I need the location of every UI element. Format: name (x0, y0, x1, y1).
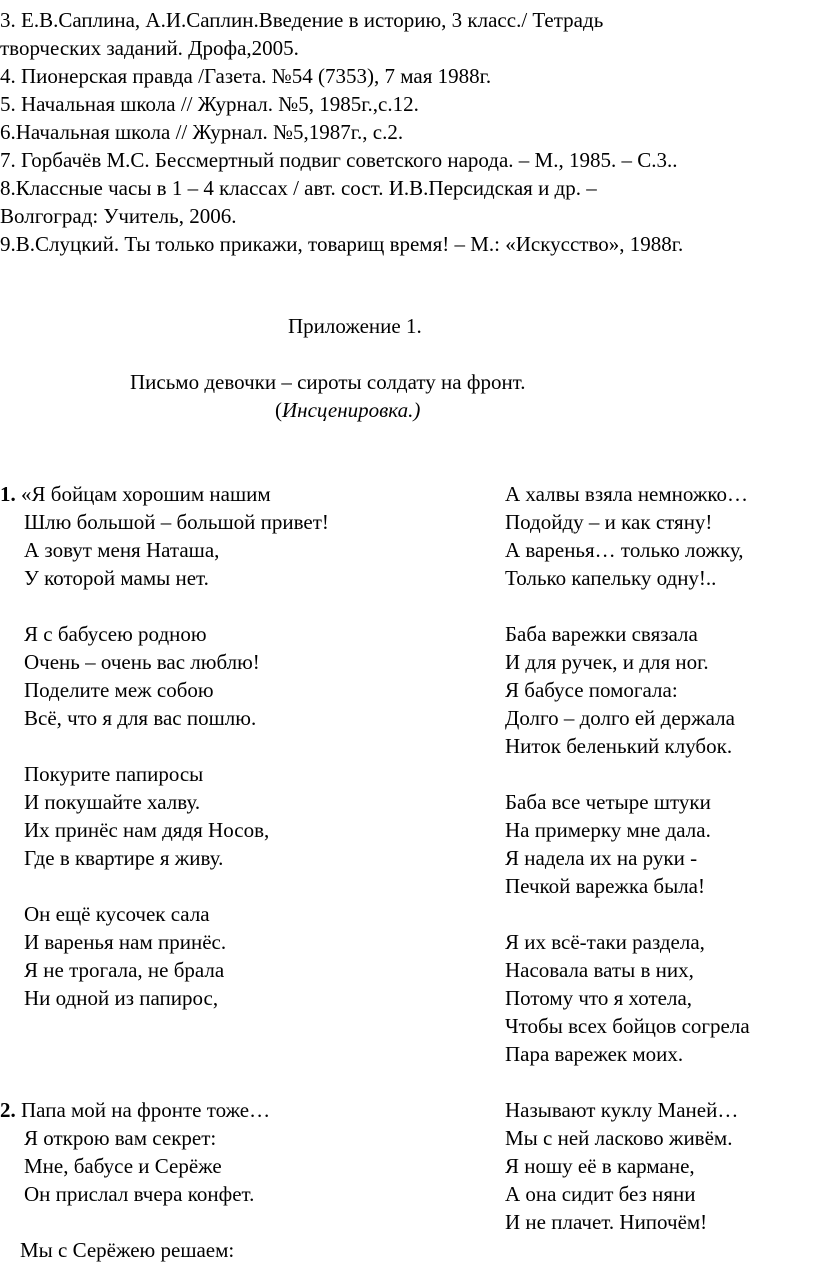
poem-line: Покурите папиросы (24, 762, 204, 786)
poem-line: Шлю большой – большой привет! (24, 510, 329, 534)
poem-line: На примерку мне дала. (505, 818, 711, 842)
poem-line: Я бабусе помогала: (505, 678, 678, 702)
poem-line: Я ношу её в кармане, (505, 1154, 695, 1178)
poem-line: Мы с ней ласково живём. (505, 1126, 733, 1150)
stanza-number: 1. (0, 482, 16, 506)
poem-line: Он прислал вчера конфет. (24, 1182, 255, 1206)
poem-line: Всё, что я для вас пошлю. (24, 706, 257, 730)
poem-line: А она сидит без няни (505, 1182, 696, 1206)
letter-title: Письмо девочки – сироты солдату на фронт. (130, 370, 526, 394)
reference-item: 4. Пионерская правда /Газета. №54 (7353), 7 мая 1988г. (0, 64, 492, 88)
letter-subtitle (275, 396, 420, 424)
poem-line: А варенья… только ложку, (505, 538, 744, 562)
poem-line: И для ручек, и для ног. (505, 650, 709, 674)
reference-item: 3. Е.В.Саплина, А.И.Саплин.Введение в историю, 3 класс./ Тетрадь (0, 8, 604, 32)
letter-subtitle-italic: Инсценировка.) (282, 398, 421, 422)
poem-line: Называют куклу Маней… (505, 1098, 739, 1122)
poem-line-text: «Я бойцам хорошим нашим (15, 482, 271, 506)
references-list (0, 6, 816, 258)
poem-line: И варенья нам принёс. (24, 930, 227, 954)
poem-line: Баба все четыре штуки (505, 790, 711, 814)
poem-line: Потому что я хотела, (505, 986, 693, 1010)
poem-line: Долго – долго ей держала (505, 706, 735, 730)
poem-line: Только капельку одну!.. (505, 566, 717, 590)
poem-line: Я открою вам секрет: (24, 1126, 217, 1150)
reference-item: 5. Начальная школа // Журнал. №5, 1985г.,с.12. (0, 92, 419, 116)
poem-line: Насовала ваты в них, (505, 958, 694, 982)
poem-line: Подойду – и как стяну! (505, 510, 713, 534)
reference-item: 9.В.Слуцкий. Ты только прикажи, товарищ время! – М.: «Искусство», 1988г. (0, 232, 684, 256)
reference-item: 8.Классные часы в 1 – 4 классах / авт. сост. И.В.Персидская и др. – (0, 176, 597, 200)
reference-item-continuation: творческих заданий. Дрофа,2005. (0, 36, 299, 60)
poem-line: Баба варежки связала (505, 622, 698, 646)
poem-line: Ни одной из папирос, (24, 986, 219, 1010)
poem-line: И покушайте халву. (24, 790, 201, 814)
reference-item: 6.Начальная школа // Журнал. №5,1987г., с.2. (0, 120, 404, 144)
stanza-number: 2. (0, 1098, 16, 1122)
poem-line: Мне, бабусе и Серёже (24, 1154, 222, 1178)
letter-subtitle-paren: ( (275, 398, 282, 422)
poem-line: А зовут меня Наташа, (24, 538, 220, 562)
poem-line: Я с бабусею родною (24, 622, 207, 646)
poem-line: А халвы взяла немножко… (505, 482, 749, 506)
poem-line (0, 480, 400, 508)
poem-line: Он ещё кусочек сала (24, 902, 210, 926)
poem-line: Пара варежек моих. (505, 1042, 684, 1066)
poem-line: Чтобы всех бойцов согрела (505, 1014, 750, 1038)
poem-line: Я их всё-таки раздела, (505, 930, 705, 954)
poem-line: Их принёс нам дядя Носов, (24, 818, 270, 842)
poem-line: Я надела их на руки - (505, 846, 698, 870)
appendix-label: Приложение 1. (288, 314, 422, 338)
poem-line: У которой мамы нет. (24, 566, 209, 590)
poem-line-text: Папа мой на фронте тоже… (15, 1098, 271, 1122)
poem-right-column (505, 480, 816, 1236)
poem-line: И не плачет. Нипочём! (505, 1210, 708, 1234)
poem-left-column (0, 480, 400, 1264)
poem-line: Ниток беленький клубок. (505, 734, 733, 758)
poem-line (0, 1096, 400, 1124)
poem-line: Где в квартире я живу. (24, 846, 224, 870)
reference-item-continuation: Волгоград: Учитель, 2006. (0, 204, 237, 228)
poem-line: Очень – очень вас люблю! (24, 650, 260, 674)
poem-line: Поделите меж собою (24, 678, 214, 702)
poem-line: Я не трогала, не брала (24, 958, 225, 982)
reference-item: 7. Горбачёв М.С. Бессмертный подвиг советского народа. – М., 1985. – С.3.. (0, 148, 678, 172)
poem-line: Печкой варежка была! (505, 874, 705, 898)
poem-line: Мы с Серёжею решаем: (20, 1238, 235, 1262)
